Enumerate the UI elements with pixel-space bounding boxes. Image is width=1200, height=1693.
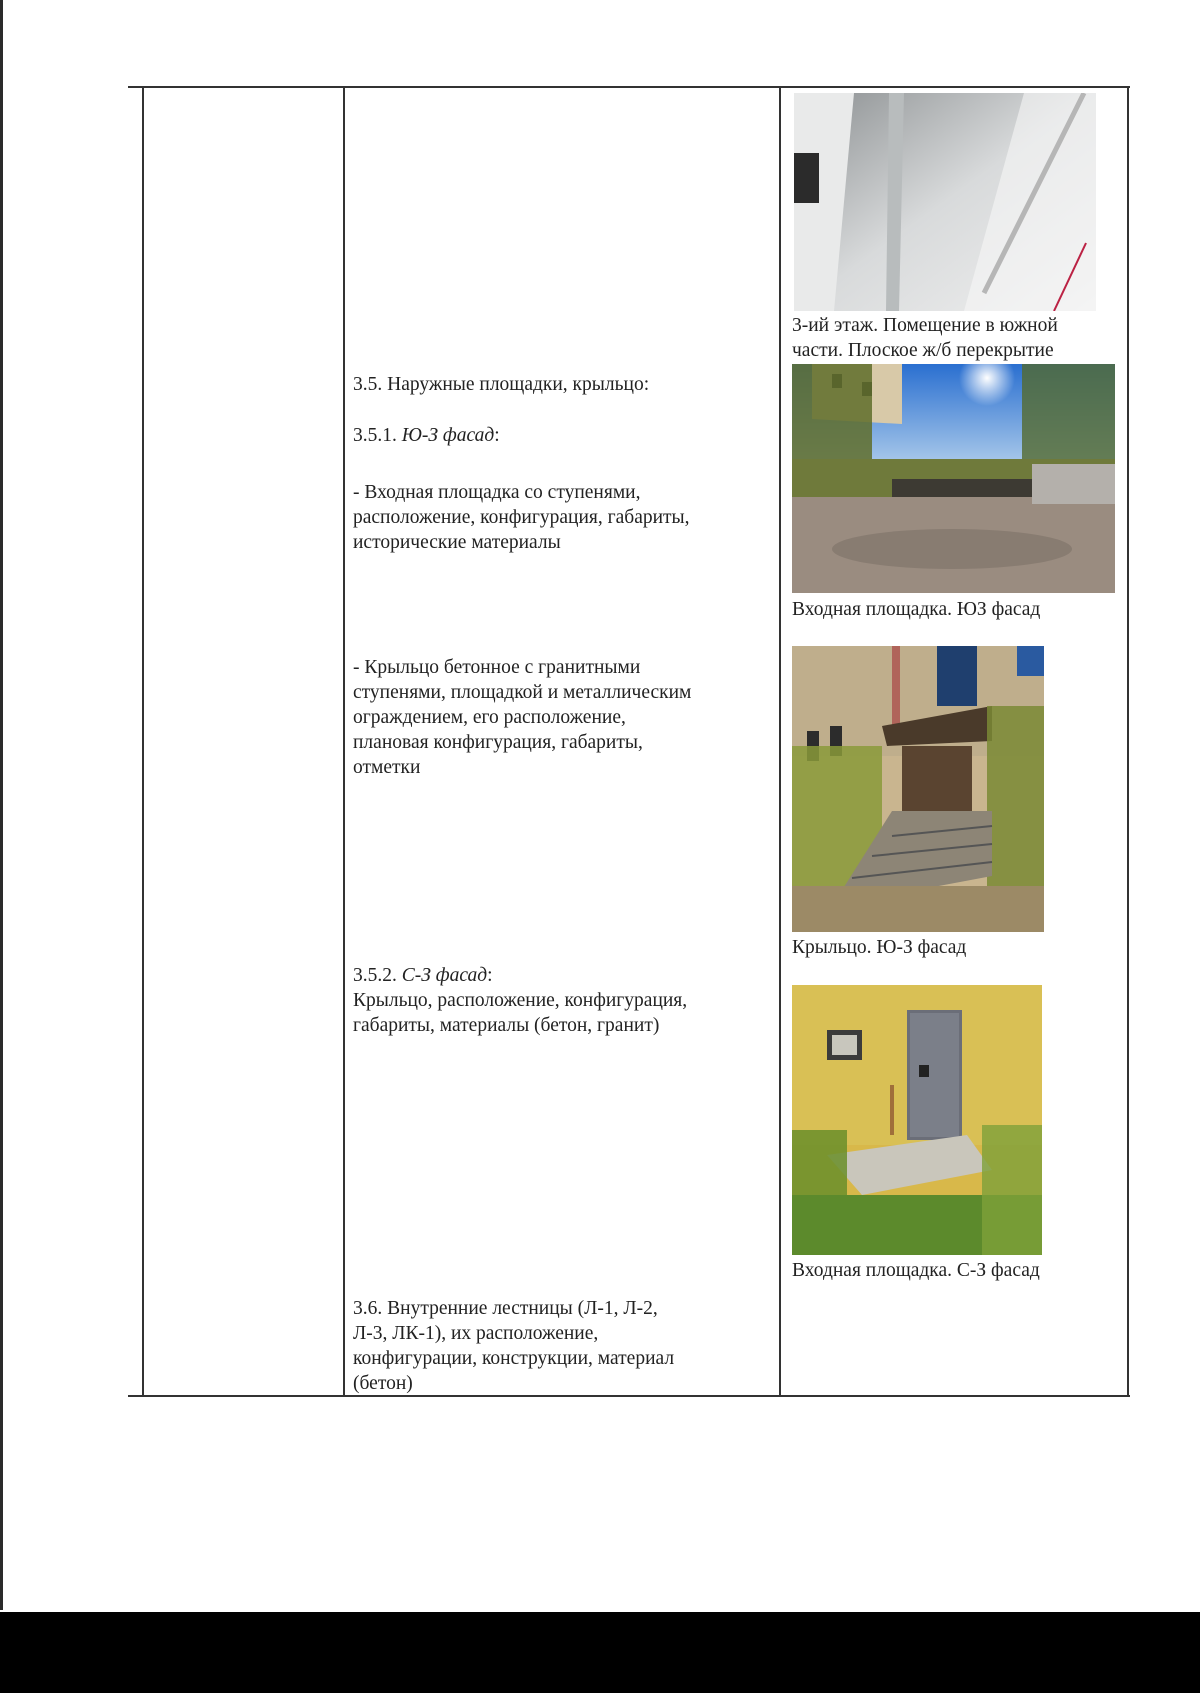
item-entrance-platform: - Входная площадка со ступенями, расположение, конфигурация, габариты, исторические материалы xyxy=(353,482,690,553)
section-3-5-2-text: Крыльцо, расположение, конфигурация, габариты, материалы (бетон, гранит) xyxy=(353,990,688,1036)
scan-left-edge xyxy=(0,0,3,1610)
caption-photo-1: 3-ий этаж. Помещение в южной части. Плоское ж/б перекрытие xyxy=(792,315,1058,361)
caption-photo-2: Входная площадка. ЮЗ фасад xyxy=(792,599,1041,620)
item-porch: - Крыльцо бетонное с гранитными ступенями, площадкой и металлическим ограждением, его расположение, плановая конфигурация, габариты, отметки xyxy=(353,657,692,778)
table-top-border xyxy=(128,86,1130,88)
section-3-6: 3.6. Внутренние лестницы (Л-1, Л-2, Л-3, ЛК-1), их расположение, конфигурации, конструкции, материал (бетон) xyxy=(353,1298,675,1394)
section-3-5: 3.5. Наружные площадки, крыльцо: xyxy=(353,374,650,395)
ceiling-photo xyxy=(794,93,1096,311)
table-col-border-3 xyxy=(779,86,781,1396)
caption-photo-3: Крыльцо. Ю-З фасад xyxy=(792,937,967,958)
table-col-border-2 xyxy=(343,86,345,1396)
porch-sw-photo xyxy=(792,646,1044,932)
table-col-border-4 xyxy=(1127,86,1129,1396)
entrance-platform-sw-photo xyxy=(792,364,1115,593)
section-3-5-2: 3.5.2. С-З фасад: xyxy=(353,965,493,986)
caption-photo-4: Входная площадка. С-З фасад xyxy=(792,1260,1040,1281)
scan-bottom-band xyxy=(0,1612,1200,1693)
section-3-5-1: 3.5.1. Ю-З фасад: xyxy=(353,425,500,446)
table-col-border-1 xyxy=(142,86,144,1396)
entrance-platform-nw-photo xyxy=(792,985,1042,1255)
